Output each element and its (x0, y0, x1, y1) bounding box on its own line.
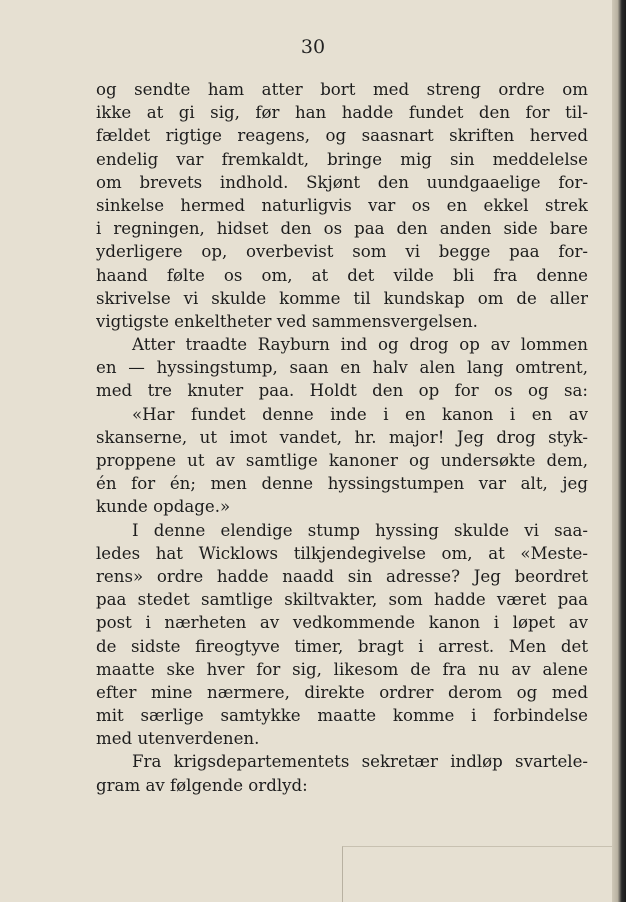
text-line: skanserne, ut imot vandet, hr. major! Jeg drog styk- (96, 427, 588, 447)
text-line: én for én; men denne hyssingstumpen var alt, jeg (96, 474, 588, 494)
text-line: efter mine nærmere, direkte ordrer derom og med (96, 682, 588, 702)
text-line: haand følte os om, at det vilde bli fra denne (96, 265, 588, 285)
text-line: endelig var fremkaldt, bringe mig sin meddelelse (96, 149, 588, 169)
text-line: om brevets indhold. Skjønt den uundgaaelige for- (96, 172, 588, 192)
text-line: yderligere op, overbevist som vi begge paa for- (96, 242, 588, 262)
text-line: Atter traadte Rayburn ind og drog op av lommen (132, 335, 588, 355)
text-line: gram av følgende ordlyd: (96, 775, 308, 795)
text-line: paa stedet samtlige skiltvakter, som hadde været paa (96, 590, 588, 610)
text-line: med utenverdenen. (96, 729, 260, 749)
page-number: 30 (300, 36, 326, 58)
text-line: og sendte ham atter bort med streng ordre om (96, 80, 588, 99)
text-line: I denne elendige stump hyssing skulde vi saa- (132, 520, 588, 540)
text-line: proppene ut av samtlige kanoner og undersøkte dem, (96, 451, 588, 470)
text-line: i regningen, hidset den os paa den anden side bare (96, 219, 588, 239)
page-edge-shadow (612, 0, 626, 902)
body-text (96, 78, 588, 797)
text-line: sinkelse hermed naturligvis var os en ekkel strek (96, 195, 588, 215)
text-line: «Har fundet denne inde i en kanon i en av (132, 404, 588, 424)
text-line: ledes hat Wicklows tilkjendegivelse om, at «Meste- (96, 543, 588, 563)
text-line: Fra krigsdepartementets sekretær indløp svartele- (132, 752, 588, 772)
text-line: med tre knuter paa. Holdt den op for os og sa: (96, 381, 588, 401)
text-line: ikke at gi sig, før han hadde fundet den for til- (96, 103, 588, 123)
text-line: maatte ske hver for sig, likesom de fra nu av alene (96, 659, 588, 679)
scan-margin-artifact (342, 846, 613, 902)
text-line: kunde opdage.» (96, 497, 231, 517)
text-line: fældet rigtige reagens, og saasnart skriften herved (96, 126, 588, 146)
text-line: vigtigste enkeltheter ved sammensvergelsen. (96, 311, 478, 331)
text-line: en — hyssingstump, saan en halv alen lang omtrent, (96, 358, 588, 378)
text-line: rens» ordre hadde naadd sin adresse? Jeg beordret (96, 566, 588, 586)
text-line: mit særlige samtykke maatte komme i forbindelse (96, 706, 588, 726)
text-line: post i nærheten av vedkommende kanon i løpet av (96, 613, 588, 633)
text-line: skrivelse vi skulde komme til kundskap om de aller (96, 288, 588, 308)
text-line: de sidste fireogtyve timer, bragt i arrest. Men det (96, 636, 588, 656)
